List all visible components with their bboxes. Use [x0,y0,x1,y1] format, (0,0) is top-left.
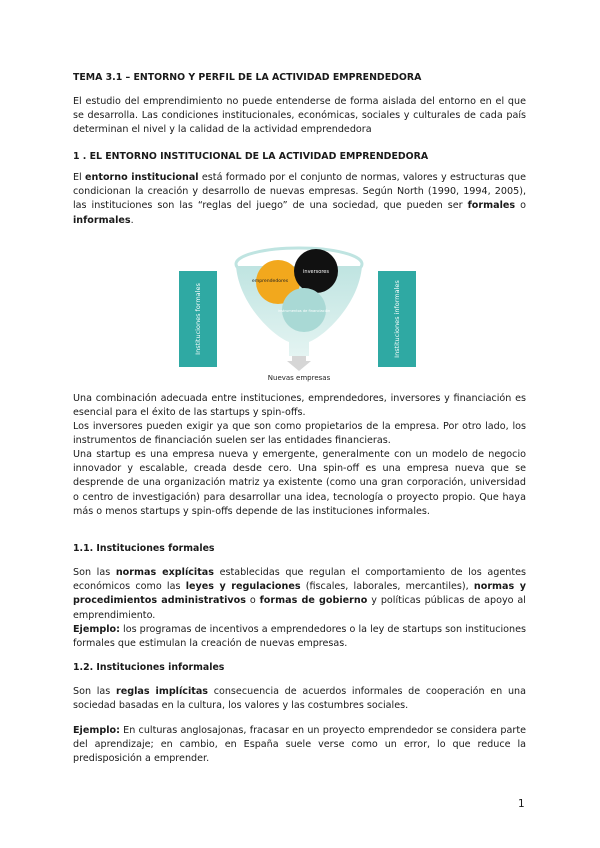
combination-paragraph: Una combinación adecuada entre instituciones, emprendedores, inversores y financiación es esencial para el éxito de las startups y spin-offs. [73,393,526,419]
inversores-label: inversores [303,269,329,275]
financiacion-label: instrumentos de financiación [277,309,331,313]
startup-paragraph: Una startup es una empresa nueva y emergente, generalmente con un modelo de negocio innovador y escalable, creada desde cero. Una spin-off es una empresa nueva que se desprende de una organización matriz ya existente (como una gran corporación, universidad o centro de investigación) para desarrollar una idea, tecnología o proyecto propio. Que haya más o menos startups y spin-offs depende de las instituciones informales. [73,449,526,517]
document-title: TEMA 3.1 – ENTORNO Y PERFIL DE LA ACTIVIDAD EMPRENDEDORA [73,72,422,83]
page-number: 1 [518,798,525,810]
funnel-arrow [287,356,311,371]
right-institution-label: Instituciones informales [393,280,401,358]
section-1-heading: 1 . EL ENTORNO INSTITUCIONAL DE LA ACTIVIDAD EMPRENDEDORA [73,151,429,162]
entorno-paragraph: El entorno institucional está formado por el conjunto de normas, valores y estructuras que condicionan la creación y desarrollo de nuevas empresas. Según North (1990, 1994, 2005), las instituciones son las “reglas del juego” de una sociedad, que pueden ser formales o informales. [73,172,526,226]
inversores-paragraph: Los inversores pueden exigir ya que son como propietarios de la empresa. Por otro lado, los instrumentos de financiación suelen ser las entidades financieras. [73,421,526,447]
nuevas-empresas-label: Nuevas empresas [267,374,331,382]
formales-heading: 1.1. Instituciones formales [73,543,215,554]
informales-paragraph: Son las reglas implícitas consecuencia de acuerdos informales de cooperación en una sociedad basadas en la cultura, los valores y las costumbres sociales. [73,686,526,712]
intro-paragraph: El estudio del emprendimiento no puede entenderse de forma aislada del entorno en el que se desarrolla. Las condiciones institucionales, económicas, sociales y culturales de cada país determinan el nivel y la calidad de la actividad emprendedora [73,96,526,136]
informales-heading: 1.2. Instituciones informales [73,662,225,673]
informales-example: Ejemplo: En culturas anglosajonas, fracasar en un proyecto emprendedor se considera parte del aprendizaje; en cambio, en España suele verse como un error, lo que reduce la predisposición a emprender. [73,725,526,765]
formales-paragraph: Son las normas explícitas establecidas que regulan el comportamiento de los agentes económicos como las leyes y regulaciones (fiscales, laborales, mercantiles), normas y procedimientos administrativos o formas de gobierno y políticas públicas de apoyo al emprendimiento. Ejemplo: los programas de incentivos a emprendedores o la ley de startups son instituciones formales que estimulan la creación de nuevas empresas. [73,567,526,650]
emprendedores-label: emprendedores [251,279,289,284]
left-institution-label: Instituciones formales [194,283,202,355]
institutions-diagram [177,244,427,384]
